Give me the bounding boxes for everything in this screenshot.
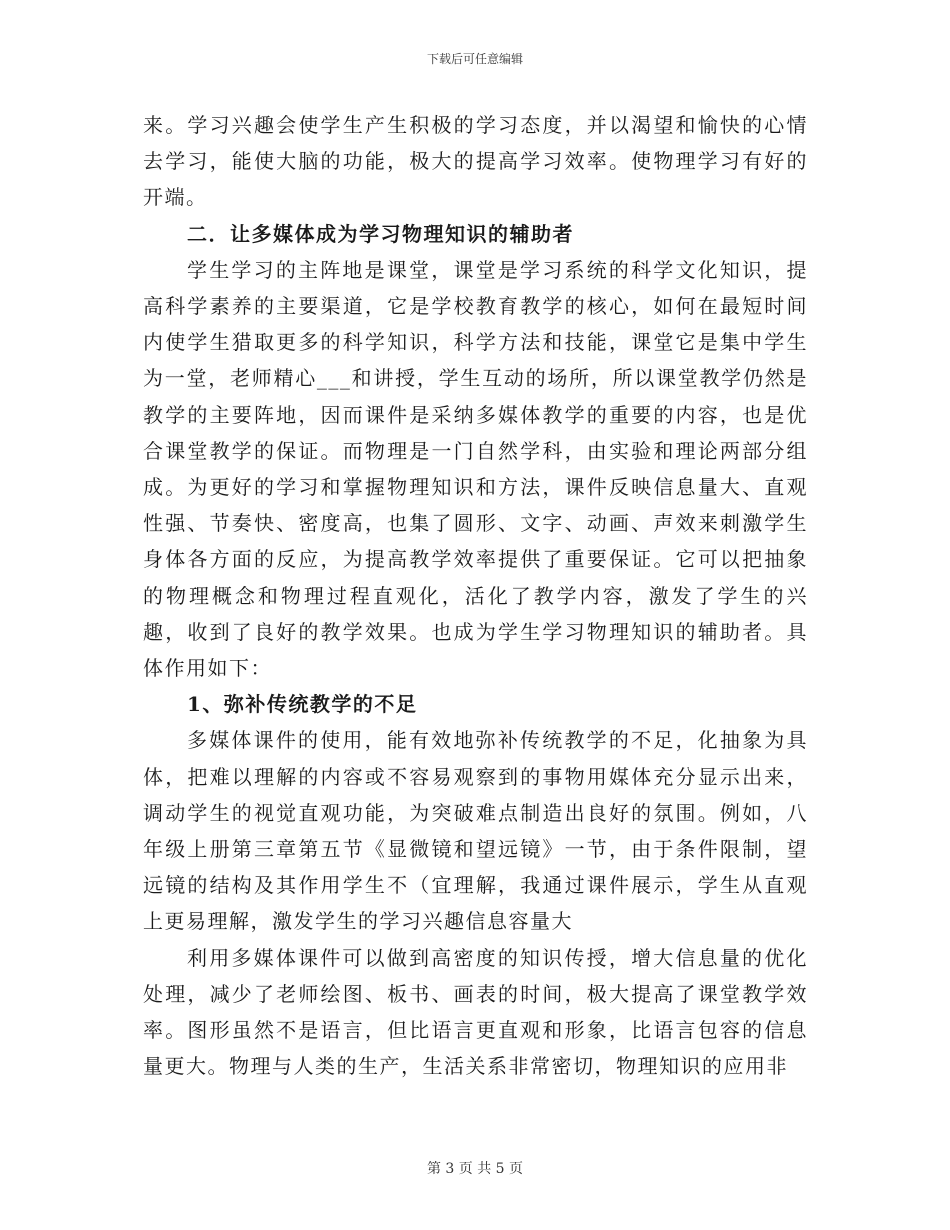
page-header: 下载后可任意编辑 [426, 52, 523, 66]
paragraph-multimedia-courseware: 多媒体课件的使用，能有效地弥补传统教学的不足，化抽象为具体，把难以理解的内容或不容易观察到的事物用媒体充分显示出来，调动学生的视觉直观功能，为突破难点制造出良好的氛围。例如，八年级上册第三章第五节《显微镜和望远镜》一节，由于条件限制，望远镜的结构及其作用学生不（宜理解，我通过课件展示，学生从直观上更易理解，激发学生的学习兴趣信息容量大 [143, 728, 808, 934]
paragraph-classroom: 学生学习的主阵地是课堂，课堂是学习系统的科学文化知识，提高科学素养的主要渠道，它是学校教育教学的核心，如何在最短时间内使学生猎取更多的科学知识，科学方法和技能，课堂它是集中学生为一堂，老师精心___和讲授，学生互动的场所，所以课堂教学仍然是教学的主要阵地，因而课件是采纳多媒体教学的重要的内容，也是优合课堂教学的保证。而物理是一门自然学科，由实验和理论两部分组成。为更好的学习和掌握物理知识和方法，课件反映信息量大、直观性强、节奏快、密度高，也集了圆形、文字、动画、声效来刺激学生身体各方面的反应，为提高教学效率提供了重要保证。它可以把抽象的物理概念和物理过程直观化，活化了教学内容，激发了学生的兴趣，收到了良好的教学效果。也成为学生学习物理知识的辅助者。具体作用如下： [143, 257, 808, 681]
paragraph-continuation: 来。学习兴趣会使学生产生积极的学习态度，并以渴望和愉快的心情去学习，能使大脑的功能，极大的提高学习效率。使物理学习有好的开端。 [143, 113, 808, 210]
paragraph-information-density: 利用多媒体课件可以做到高密度的知识传授，增大信息量的优化处理，减少了老师绘图、板书、画表的时间，极大提高了课堂教学效率。图形虽然不是语言，但比语言更直观和形象，比语言包容的信息量更大。物理与人类的生产，生活关系非常密切，物理知识的应用非 [143, 945, 808, 1079]
section-heading-2: 二．让多媒体成为学习物理知识的辅助者 [187, 221, 574, 246]
subsection-heading-1: 1、弥补传统教学的不足 [187, 692, 418, 717]
page-footer: 第 3 页 共 5 页 [426, 1161, 524, 1177]
document-body [143, 107, 808, 1084]
